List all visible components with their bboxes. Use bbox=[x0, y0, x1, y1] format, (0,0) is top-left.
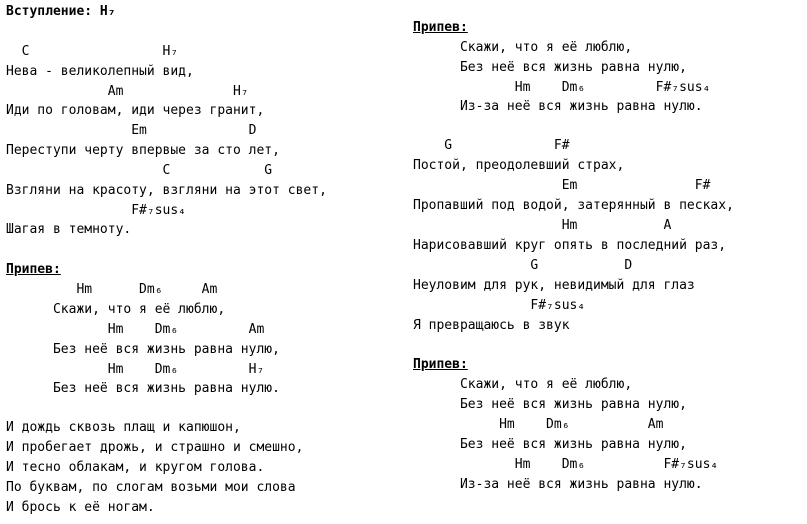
lyric-line: Скажи, что я её люблю, bbox=[413, 40, 633, 55]
lyric-line: Постой, преодолевший страх, bbox=[413, 158, 625, 173]
chord-line: Hm Dm₆ F#₇sus₄ bbox=[413, 80, 711, 95]
lyric-line: Нева - великолепный вид, bbox=[6, 64, 194, 79]
lyric-line: Без неё вся жизнь равна нулю. bbox=[6, 381, 280, 396]
lyric-line: Неуловим для рук, невидимый для глаз bbox=[413, 278, 695, 293]
chord-line: F#₇sus₄ bbox=[413, 298, 586, 313]
lyric-line: По буквам, по слогам возьми мои слова bbox=[6, 480, 296, 495]
lyric-line: Скажи, что я её люблю, bbox=[6, 302, 226, 317]
lyric-line: Переступи черту впервые за сто лет, bbox=[6, 143, 280, 158]
lyric-line: Из-за неё вся жизнь равна нулю. bbox=[413, 477, 703, 492]
chord-line: G D bbox=[413, 258, 633, 273]
chord-line: Hm Dm₆ H₇ bbox=[6, 362, 265, 377]
lyric-line: И дождь сквозь плащ и капюшон, bbox=[6, 420, 241, 435]
chord-line: Hm Dm₆ Am bbox=[6, 322, 265, 337]
lyric-line: Без неё вся жизнь равна нулю, bbox=[413, 437, 687, 452]
lyric-line: Взгляни на красоту, взгляни на этот свет, bbox=[6, 183, 327, 198]
chord-line: Hm A bbox=[413, 218, 672, 233]
chord-line: Em D bbox=[6, 123, 257, 138]
intro-header: Вступление: H₇ bbox=[6, 4, 116, 19]
chord-line: G F# bbox=[413, 138, 570, 153]
lyric-line: И брось к её ногам. bbox=[6, 500, 155, 515]
chord-line: F#₇sus₄ bbox=[6, 203, 187, 218]
lyric-line: Нарисовавший круг опять в последний раз, bbox=[413, 238, 727, 253]
lyric-line: Скажи, что я её люблю, bbox=[413, 377, 633, 392]
chord-line: Am H₇ bbox=[6, 84, 249, 99]
lyric-line: Без неё вся жизнь равна нулю, bbox=[413, 60, 687, 75]
chord-line: Hm Dm₆ F#₇sus₄ bbox=[413, 457, 719, 472]
lyric-line: И пробегает дрожь, и страшно и смешно, bbox=[6, 440, 304, 455]
lyric-line: Шагая в темноту. bbox=[6, 222, 132, 237]
lyric-line: Я превращаюсь в звук bbox=[413, 318, 570, 333]
lyric-line: Без неё вся жизнь равна нулю, bbox=[413, 397, 687, 412]
chord-line: C H₇ bbox=[6, 44, 179, 59]
chord-line: Hm Dm₆ Am bbox=[6, 282, 218, 297]
lyric-line: Из-за неё вся жизнь равна нулю. bbox=[413, 99, 703, 114]
lyric-line: Без неё вся жизнь равна нулю, bbox=[6, 342, 280, 357]
lyric-line: И тесно облакам, и кругом голова. bbox=[6, 460, 265, 475]
chord-line: Em F# bbox=[413, 178, 711, 193]
lyric-line: Пропавший под водой, затерянный в песках, bbox=[413, 198, 734, 213]
chorus-header: Припев: bbox=[6, 262, 61, 277]
lyric-line: Иди по головам, иди через гранит, bbox=[6, 103, 265, 118]
chorus-header: Припев: bbox=[413, 357, 468, 372]
chord-line: Hm Dm₆ Am bbox=[413, 417, 664, 432]
chorus-header: Припев: bbox=[413, 20, 468, 35]
chord-line: C G bbox=[6, 163, 273, 178]
